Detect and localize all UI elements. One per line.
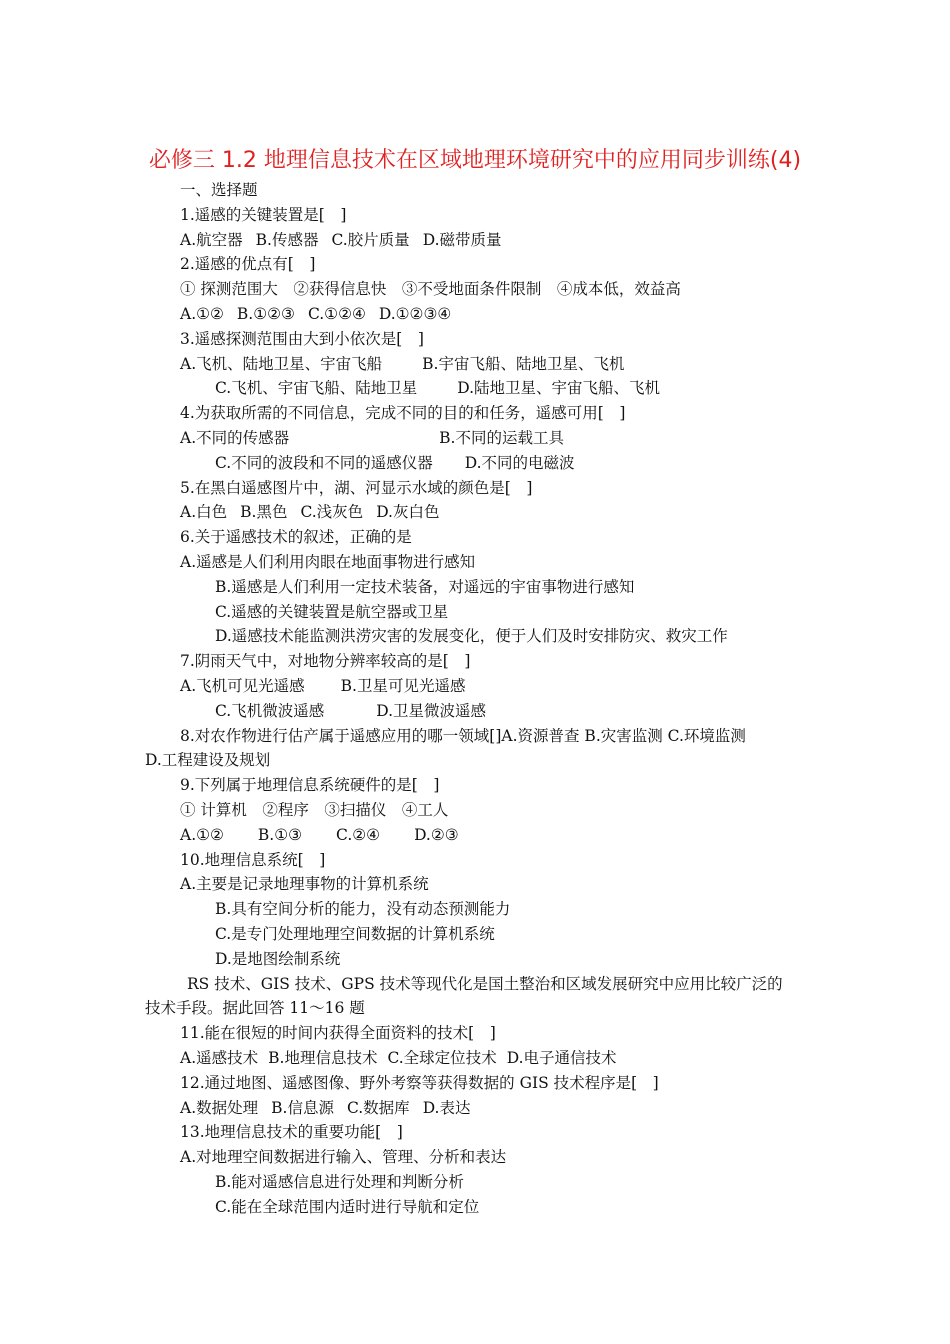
option-d: D.不同的电磁波 bbox=[464, 453, 575, 472]
question-9-items: ① 计算机 ②程序 ③扫描仪 ④工人 bbox=[180, 801, 449, 819]
option-b: B.卫星可见光遥感 bbox=[340, 677, 466, 695]
question-6-option-a: A.遥感是人们利用肉眼在地面事物进行感知 bbox=[180, 553, 476, 571]
passage-line-1: RS 技术、GIS 技术、GPS 技术等现代化是国土整治和区域发展研究中应用比较广泛的 bbox=[187, 974, 783, 993]
option-c: C.不同的波段和不同的遥感仪器 bbox=[215, 453, 433, 472]
option-b: B.地理信息技术 bbox=[268, 1049, 378, 1067]
option-d: D.②③ bbox=[414, 825, 459, 844]
question-9-stem: 9.下列属于地理信息系统硬件的是[ ] bbox=[180, 776, 440, 795]
section-heading: 一、选择题 bbox=[180, 181, 258, 199]
option-a: A.白色 bbox=[180, 503, 228, 522]
option-a: A.航空器 bbox=[180, 230, 243, 249]
question-10-option-a: A.主要是记录地理事物的计算机系统 bbox=[180, 875, 429, 894]
option-a: A.不同的传感器 bbox=[180, 429, 290, 447]
option-d: D.电子通信技术 bbox=[506, 1049, 617, 1067]
option-d: D.磁带质量 bbox=[422, 230, 502, 249]
option-b: B.黑色 bbox=[240, 503, 288, 522]
option-c: C.浅灰色 bbox=[300, 503, 364, 522]
question-11-stem: 11.能在很短的时间内获得全面资料的技术[ ] bbox=[180, 1024, 496, 1043]
option-a: A.数据处理 bbox=[180, 1098, 259, 1117]
page-title: 必修三 1.2 地理信息技术在区域地理环境研究中的应用同步训练(4) bbox=[148, 148, 802, 173]
option-a: A.遥感技术 bbox=[180, 1049, 259, 1067]
question-13-option-b: B.能对遥感信息进行处理和判断分析 bbox=[215, 1173, 464, 1191]
question-6-stem: 6.关于遥感技术的叙述，正确的是 bbox=[180, 528, 412, 547]
question-8-line-2: D.工程建设及规划 bbox=[145, 751, 271, 770]
question-9-options bbox=[180, 823, 459, 848]
question-10-option-b: B.具有空间分析的能力，没有动态预测能力 bbox=[215, 900, 511, 919]
question-3-options-cd bbox=[215, 376, 660, 401]
option-d: D.灰白色 bbox=[376, 503, 440, 522]
question-12-stem: 12.通过地图、遥感图像、野外考察等获得数据的 GIS 技术程序是[ ] bbox=[180, 1073, 659, 1092]
passage-line-2: 技术手段。据此回答 11～16 题 bbox=[145, 999, 365, 1018]
question-1-options bbox=[180, 228, 502, 253]
question-4-options-ab bbox=[180, 426, 564, 451]
option-a: A.飞机可见光遥感 bbox=[180, 677, 305, 695]
question-2-stem: 2.遥感的优点有[ ] bbox=[180, 255, 316, 274]
question-5-options bbox=[180, 500, 440, 525]
option-b: B.宇宙飞船、陆地卫星、飞机 bbox=[422, 354, 625, 373]
option-b: B.信息源 bbox=[271, 1098, 334, 1117]
question-2-options bbox=[180, 302, 451, 327]
question-13-stem: 13.地理信息技术的重要功能[ ] bbox=[180, 1123, 403, 1142]
question-5-stem: 5.在黑白遥感图片中，湖、河显示水域的颜色是[ ] bbox=[180, 478, 533, 497]
option-c: C.飞机、宇宙飞船、陆地卫星 bbox=[215, 379, 418, 398]
option-a: A.飞机、陆地卫星、宇宙飞船 bbox=[180, 354, 383, 373]
option-c: C.全球定位技术 bbox=[387, 1049, 497, 1067]
option-c: C.②④ bbox=[336, 825, 381, 844]
option-c: C.数据库 bbox=[346, 1098, 410, 1117]
question-13-option-c: C.能在全球范围内适时进行导航和定位 bbox=[215, 1197, 480, 1216]
question-7-options-cd bbox=[215, 699, 486, 724]
question-6-option-d: D.遥感技术能监测洪涝灾害的发展变化，便于人们及时安排防灾、救灾工作 bbox=[215, 627, 728, 646]
option-b: B.①②③ bbox=[236, 305, 295, 323]
question-12-options bbox=[180, 1096, 471, 1121]
option-c: C.飞机微波遥感 bbox=[215, 701, 325, 720]
question-7-options-ab bbox=[180, 674, 465, 699]
option-c: C.胶片质量 bbox=[331, 230, 410, 249]
option-b: B.①③ bbox=[257, 825, 303, 844]
question-4-options-cd bbox=[215, 451, 575, 476]
question-3-options-ab bbox=[180, 352, 624, 377]
question-2-items: ① 探测范围大 ②获得信息快 ③不受地面条件限制 ④成本低，效益高 bbox=[180, 280, 681, 299]
question-6-option-b: B.遥感是人们利用一定技术装备，对遥远的宇宙事物进行感知 bbox=[215, 577, 635, 596]
question-8-line-1: 8.对农作物进行估产属于遥感应用的哪一领域[]A.资源普查 B.灾害监测 C.环境监测 bbox=[180, 726, 746, 745]
option-d: D.陆地卫星、宇宙飞船、飞机 bbox=[457, 379, 661, 398]
question-3-stem: 3.遥感探测范围由大到小依次是[ ] bbox=[180, 329, 424, 348]
option-c: C.①②④ bbox=[307, 305, 366, 323]
question-4-stem: 4.为获取所需的不同信息，完成不同的目的和任务，遥感可用[ ] bbox=[180, 404, 626, 423]
option-d: D.①②③④ bbox=[378, 305, 452, 323]
question-6-option-c: C.遥感的关键装置是航空器或卫星 bbox=[215, 602, 449, 621]
question-10-option-d: D.是地图绘制系统 bbox=[215, 949, 341, 968]
question-10-stem: 10.地理信息系统[ ] bbox=[180, 850, 326, 869]
question-11-options bbox=[180, 1046, 617, 1071]
question-13-option-a: A.对地理空间数据进行输入、管理、分析和表达 bbox=[180, 1148, 507, 1167]
option-a: A.①② bbox=[180, 825, 224, 844]
option-a: A.①② bbox=[180, 305, 224, 323]
option-d: D.卫星微波遥感 bbox=[376, 701, 487, 720]
question-1-stem: 1.遥感的关键装置是[ ] bbox=[180, 205, 347, 224]
option-d: D.表达 bbox=[422, 1098, 471, 1117]
option-b: B.传感器 bbox=[255, 230, 319, 249]
question-7-stem: 7.阴雨天气中，对地物分辨率较高的是[ ] bbox=[180, 652, 471, 671]
option-b: B.不同的运载工具 bbox=[439, 429, 564, 447]
question-10-option-c: C.是专门处理地理空间数据的计算机系统 bbox=[215, 925, 495, 943]
